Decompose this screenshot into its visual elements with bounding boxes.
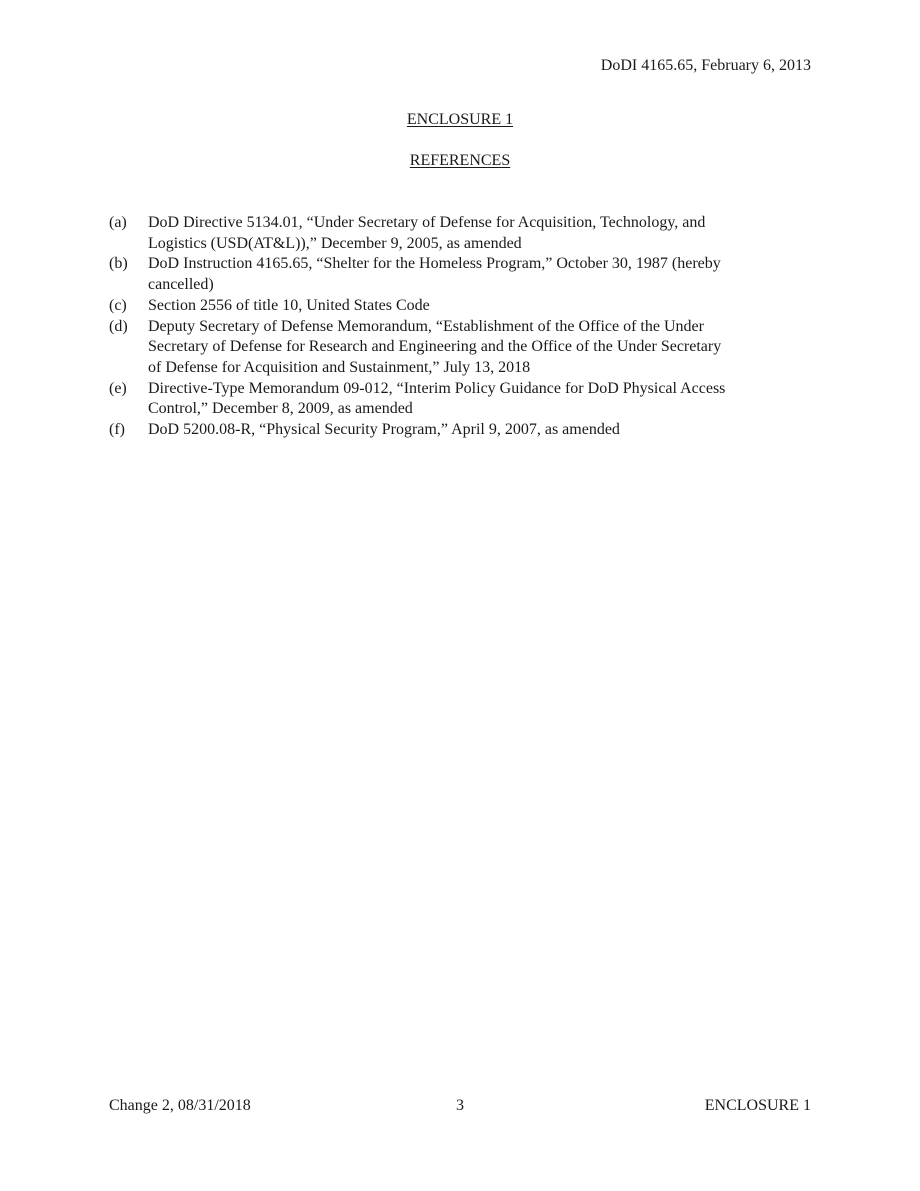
reference-item-b [109,254,809,295]
reference-label: (d) [109,317,128,335]
reference-line: Directive-Type Memorandum 09-012, “Interim Policy Guidance for DoD Physical Access [148,379,726,397]
reference-text [148,379,809,420]
reference-item-a [109,213,809,254]
reference-text [148,213,809,254]
enclosure-heading [0,110,920,130]
reference-item-e [109,379,809,420]
references-list [109,213,809,441]
header-doc-id-date: DoDI 4165.65, February 6, 2013 [600,57,811,74]
reference-item-c [109,296,809,317]
reference-line: DoD Instruction 4165.65, “Shelter for the Homeless Program,” October 30, 1987 (hereby [148,255,721,273]
reference-line: of Defense for Acquisition and Sustainment,” July 13, 2018 [148,358,531,376]
reference-line: Deputy Secretary of Defense Memorandum, “Establishment of the Office of the Under [148,317,704,335]
enclosure-heading-text: ENCLOSURE 1 [406,111,514,128]
reference-line: cancelled) [148,276,214,294]
reference-text [148,420,809,441]
reference-label: (c) [109,296,127,314]
reference-line: DoD Directive 5134.01, “Under Secretary of Defense for Acquisition, Technology, and [148,214,706,231]
reference-line: Section 2556 of title 10, United States Code [148,296,430,314]
reference-item-d [109,317,809,379]
footer-section: ENCLOSURE 1 [704,1097,811,1114]
reference-text [148,296,809,317]
footer-page-number: 3 [456,1097,464,1114]
references-heading-text: REFERENCES [409,152,511,169]
reference-text [148,254,809,295]
reference-label: (e) [109,379,127,397]
reference-label: (f) [109,421,125,439]
reference-line: Logistics (USD(AT&L)),” December 9, 2005, as amended [148,234,522,252]
footer-change: Change 2, 08/31/2018 [109,1097,251,1114]
reference-label: (b) [109,255,128,273]
reference-line: Secretary of Defense for Research and Engineering and the Office of the Under Secretary [148,338,722,356]
reference-item-f [109,420,809,441]
reference-line: DoD 5200.08-R, “Physical Security Program,” April 9, 2007, as amended [148,421,620,439]
reference-line: Control,” December 8, 2009, as amended [148,400,413,418]
references-heading [0,151,920,171]
reference-label: (a) [109,214,127,231]
reference-text [148,317,809,379]
